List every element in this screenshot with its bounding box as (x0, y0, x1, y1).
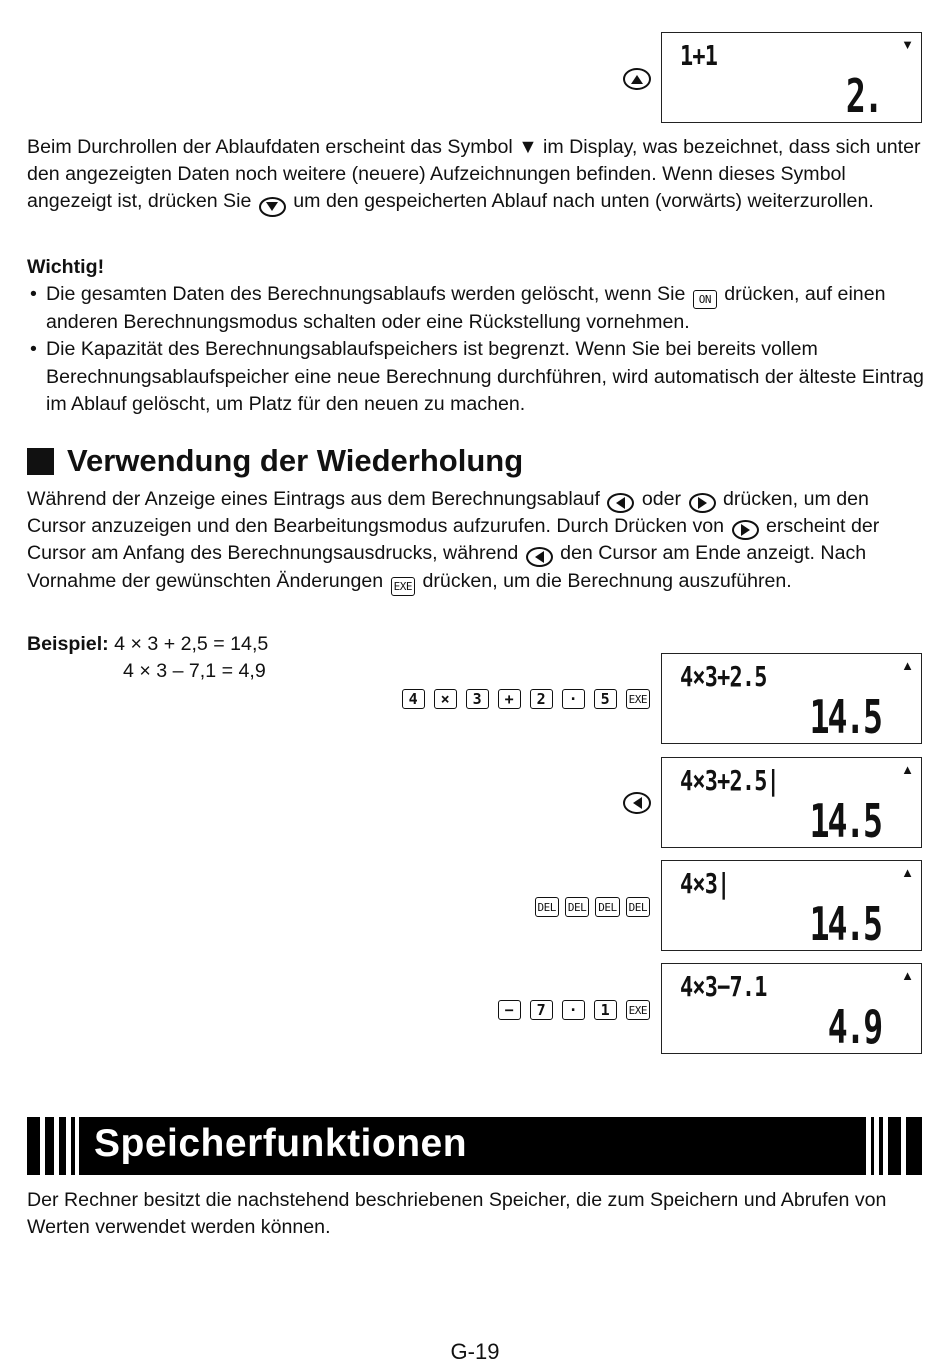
key-del: DEL (565, 897, 589, 917)
display-expression: 4×3+2.5| (680, 764, 779, 797)
step-2-display (661, 757, 922, 848)
key-5: 5 (594, 689, 617, 709)
key-del: DEL (535, 897, 559, 917)
section-text-a: Während der Anzeige eines Eintrags aus dem Berechnungsablauf (27, 488, 600, 510)
scroll-down-indicator: ▼ (901, 37, 914, 52)
important-list (27, 281, 927, 418)
example-line-2: 4 × 3 – 7,1 = 4,9 (123, 660, 266, 683)
key-7: 7 (530, 1000, 553, 1020)
display-result: 2. (845, 69, 881, 123)
key-del: DEL (595, 897, 619, 917)
section-heading (27, 443, 523, 479)
down-key-icon (259, 197, 286, 217)
key-del: DEL (626, 897, 650, 917)
memory-paragraph: Der Rechner besitzt die nachstehend beschriebenen Speicher, die zum Speichern und Abrufen von Werten verwendet werden können. (27, 1189, 887, 1239)
section-text-f: drücken, um die Berechnung auszuführen. (422, 569, 792, 592)
on-key-icon: ON (693, 290, 717, 309)
key-3: 3 (466, 689, 489, 709)
section-text-b: oder (641, 488, 682, 510)
chapter-banner (27, 1117, 922, 1175)
step-3-keys (535, 897, 651, 917)
section-paragraph (27, 486, 927, 596)
important-item-2: • Die Kapazität des Berechnungsablaufspeichers ist begrenzt. Wenn Sie bei bereits vollem Berechnungsablaufspeicher eine neue Berechnung durchführen, wird automatisch der älteste Eintrag im Ablauf gelöscht, um Platz für den neuen zu machen. (27, 336, 927, 418)
right-key-icon (732, 520, 759, 540)
step-4-display (661, 963, 922, 1054)
intro-text-2: um den gespeicherten Ablauf nach unten (vorwärts) weiterzurollen. (293, 190, 874, 213)
display-result: 14.5 (809, 897, 881, 951)
scroll-up-indicator: ▲ (901, 762, 914, 777)
key-multiply: × (434, 689, 457, 709)
example-block (27, 631, 268, 685)
display-expression: 1+1 (680, 39, 718, 72)
section-title: Verwendung der Wiederholung (67, 443, 524, 478)
left-key-icon (623, 792, 651, 814)
key-decimal-point: · (562, 1000, 585, 1020)
key-exe: EXE (626, 1000, 650, 1020)
right-key-icon (689, 493, 716, 513)
step-1-display (661, 653, 922, 744)
step-1-keys (402, 689, 650, 709)
page-number: G-19 (450, 1339, 500, 1364)
key-exe: EXE (626, 689, 650, 709)
important-heading: Wichtig! (27, 256, 105, 278)
scroll-up-indicator: ▲ (901, 658, 914, 673)
left-key-icon (607, 493, 634, 513)
step-3-display (661, 860, 922, 951)
display-result: 14.5 (809, 794, 881, 848)
banner-bars-left (27, 1117, 85, 1175)
section-text-e: den Cursor am Ende anzeigt. Nach Vornahme der gewünschten Änderungen (27, 542, 867, 592)
display-expression: 4×3+2.5 (680, 660, 767, 693)
key-plus: + (498, 689, 521, 709)
display-expression: 4×3| (680, 867, 730, 900)
up-key-icon (623, 68, 651, 90)
example-label: Beispiel: (27, 633, 109, 655)
intro-paragraph (27, 134, 927, 217)
chapter-title: Speicherfunktionen (94, 1122, 468, 1165)
important-item-1 (27, 281, 927, 336)
scroll-up-indicator: ▲ (901, 968, 914, 983)
key-1: 1 (594, 1000, 617, 1020)
exe-key-icon: EXE (391, 577, 415, 596)
heading-square-icon (27, 448, 54, 475)
important-block (27, 254, 927, 418)
important-item-1-text-a: Die gesamten Daten des Berechnungsablaufs werden gelöscht, wenn Sie (46, 283, 686, 306)
display-result: 14.5 (809, 690, 881, 744)
key-decimal-point: · (562, 689, 585, 709)
key-2: 2 (530, 689, 553, 709)
section-text-d: erscheint der Cursor am Anfang des Berechnungsausdrucks, während (27, 515, 880, 565)
key-4: 4 (402, 689, 425, 709)
step-4-keys (498, 1000, 650, 1020)
display-expression: 4×3−7.1 (680, 970, 767, 1003)
important-item-1-text-b: drücken, auf einen anderen Berechnungsmodus schalten oder eine Rückstellung vornehmen. (46, 283, 886, 334)
intro-text-1: Beim Durchrollen der Ablaufdaten erscheint das Symbol ▼ im Display, was bezeichnet, dass sich unter den angezeigten Daten noch weitere (neuere) Aufzeichnungen befinden. Wenn dieses Symbol angezeigt ist, drücken Sie (27, 136, 921, 213)
key-minus: − (498, 1000, 521, 1020)
section-text-c: drücken, um den Cursor anzuzeigen und den Bearbeitungsmodus aufzurufen. Durch Drücken von (27, 488, 869, 538)
left-key-icon (526, 547, 553, 567)
calculator-display (661, 32, 922, 123)
scroll-up-indicator: ▲ (901, 865, 914, 880)
banner-bars-right (862, 1117, 922, 1175)
display-result: 4.9 (827, 1000, 881, 1054)
example-line-1: 4 × 3 + 2,5 = 14,5 (114, 633, 269, 655)
